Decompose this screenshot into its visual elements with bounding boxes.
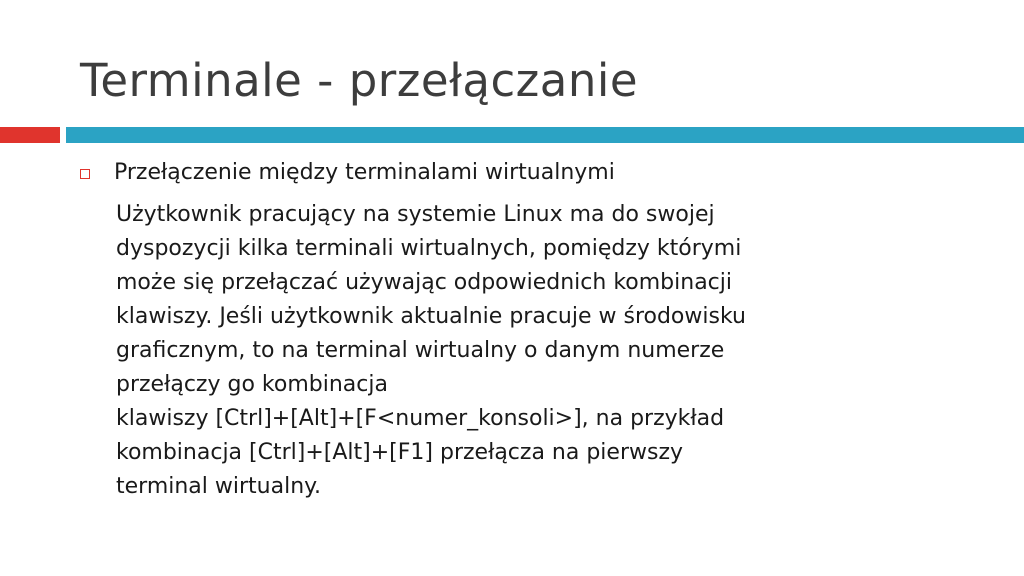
paragraph-line: Użytkownik pracujący na systemie Linux ma do swojej <box>116 202 715 227</box>
bullet-text: Przełączenie między terminalami wirtualnymi <box>114 160 615 185</box>
paragraph-line: może się przełączać używając odpowiednich kombinacji <box>116 270 732 295</box>
body-paragraph <box>116 198 936 504</box>
accent-bar-blue <box>66 127 1024 143</box>
paragraph-line: klawiszy. Jeśli użytkownik aktualnie pracuje w środowisku <box>116 304 746 329</box>
paragraph-line: graficznym, to na terminal wirtualny o danym numerze <box>116 338 725 363</box>
bullet-item <box>80 158 980 188</box>
hollow-square-icon <box>80 169 90 179</box>
slide-title: Terminale - przełączanie <box>80 54 639 107</box>
paragraph-line: przełączy go kombinacja <box>116 372 388 397</box>
paragraph-line: kombinacja [Ctrl]+[Alt]+[F1] przełącza na pierwszy <box>116 440 684 465</box>
paragraph-line: terminal wirtualny. <box>116 474 322 499</box>
paragraph-line: dyspozycji kilka terminali wirtualnych, pomiędzy którymi <box>116 236 742 261</box>
paragraph-line: klawiszy [Ctrl]+[Alt]+[F<numer_konsoli>], na przykład <box>116 406 725 431</box>
accent-bar-red <box>0 127 60 143</box>
